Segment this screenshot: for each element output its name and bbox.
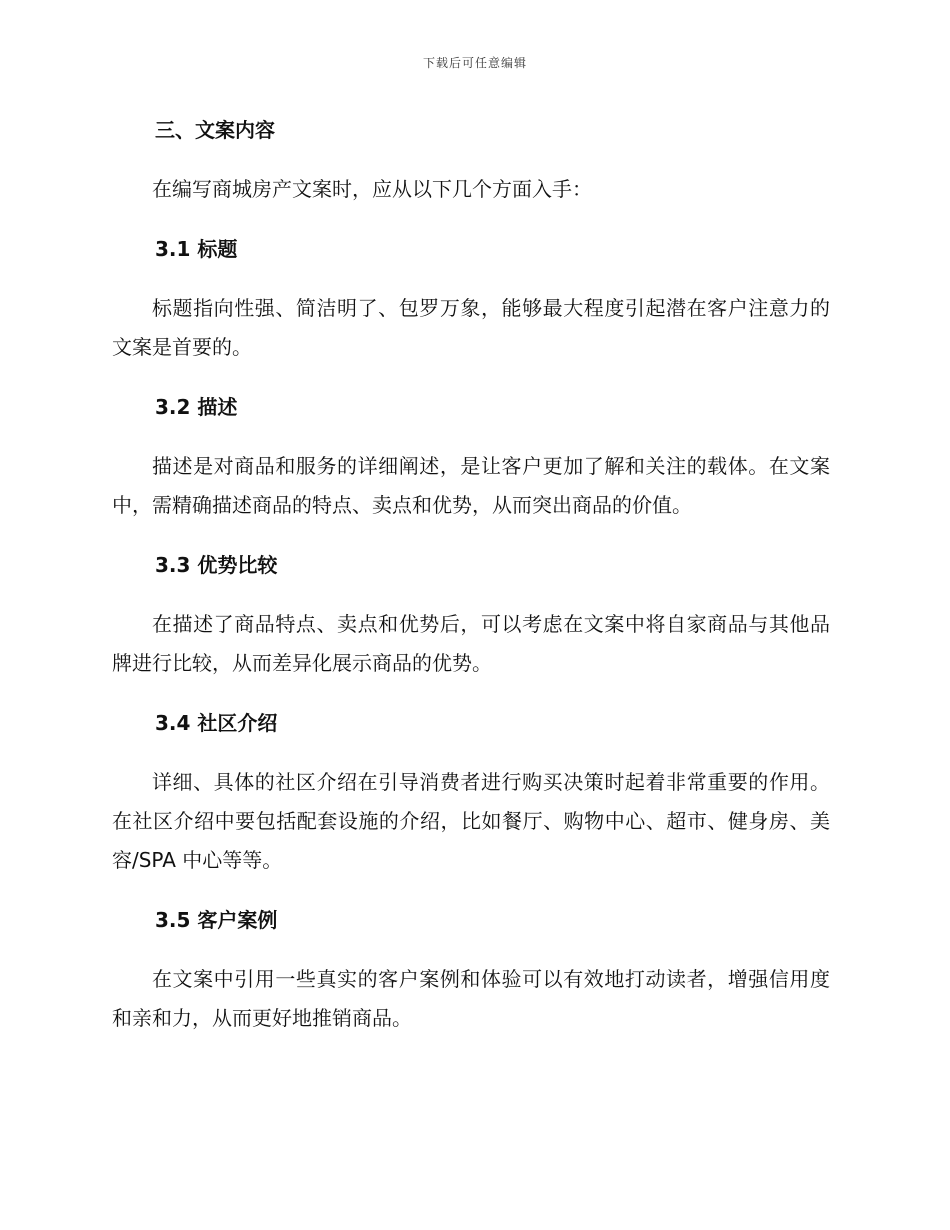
subsection-body-3-1: 标题指向性强、简洁明了、包罗万象，能够最大程度引起潜在客户注意力的文案是首要的。 — [112, 296, 830, 359]
subsection-title-3-3: 3.3 优势比较 — [155, 553, 278, 577]
subsection-title-3-2: 3.2 描述 — [155, 395, 238, 419]
subsection-body-3-2: 描述是对商品和服务的详细阐述，是让客户更加了解和关注的载体。在文案中，需精确描述商品的特点、卖点和优势，从而突出商品的价值。 — [112, 454, 830, 517]
subsection-body-3-4: 详细、具体的社区介绍在引导消费者进行购买决策时起着非常重要的作用。在社区介绍中要包括配套设施的介绍，比如餐厅、购物中心、超市、健身房、美容/SPA 中心等等。 — [112, 770, 830, 872]
subsection-body-3-3: 在描述了商品特点、卖点和优势后，可以考虑在文案中将自家商品与其他品牌进行比较，从而差异化展示商品的优势。 — [112, 612, 830, 675]
subsection-title-3-5: 3.5 客户案例 — [155, 908, 278, 932]
section-title: 三、文案内容 — [155, 118, 275, 142]
subsection-title-3-1: 3.1 标题 — [155, 237, 238, 261]
page-header: 下载后可任意编辑 — [422, 56, 527, 70]
subsection-title-3-4: 3.4 社区介绍 — [155, 711, 278, 735]
intro-paragraph: 在编写商城房产文案时，应从以下几个方面入手： — [152, 177, 592, 201]
subsection-body-3-5: 在文案中引用一些真实的客户案例和体验可以有效地打动读者，增强信用度和亲和力，从而更好地推销商品。 — [112, 967, 830, 1030]
document-body — [112, 112, 830, 1060]
